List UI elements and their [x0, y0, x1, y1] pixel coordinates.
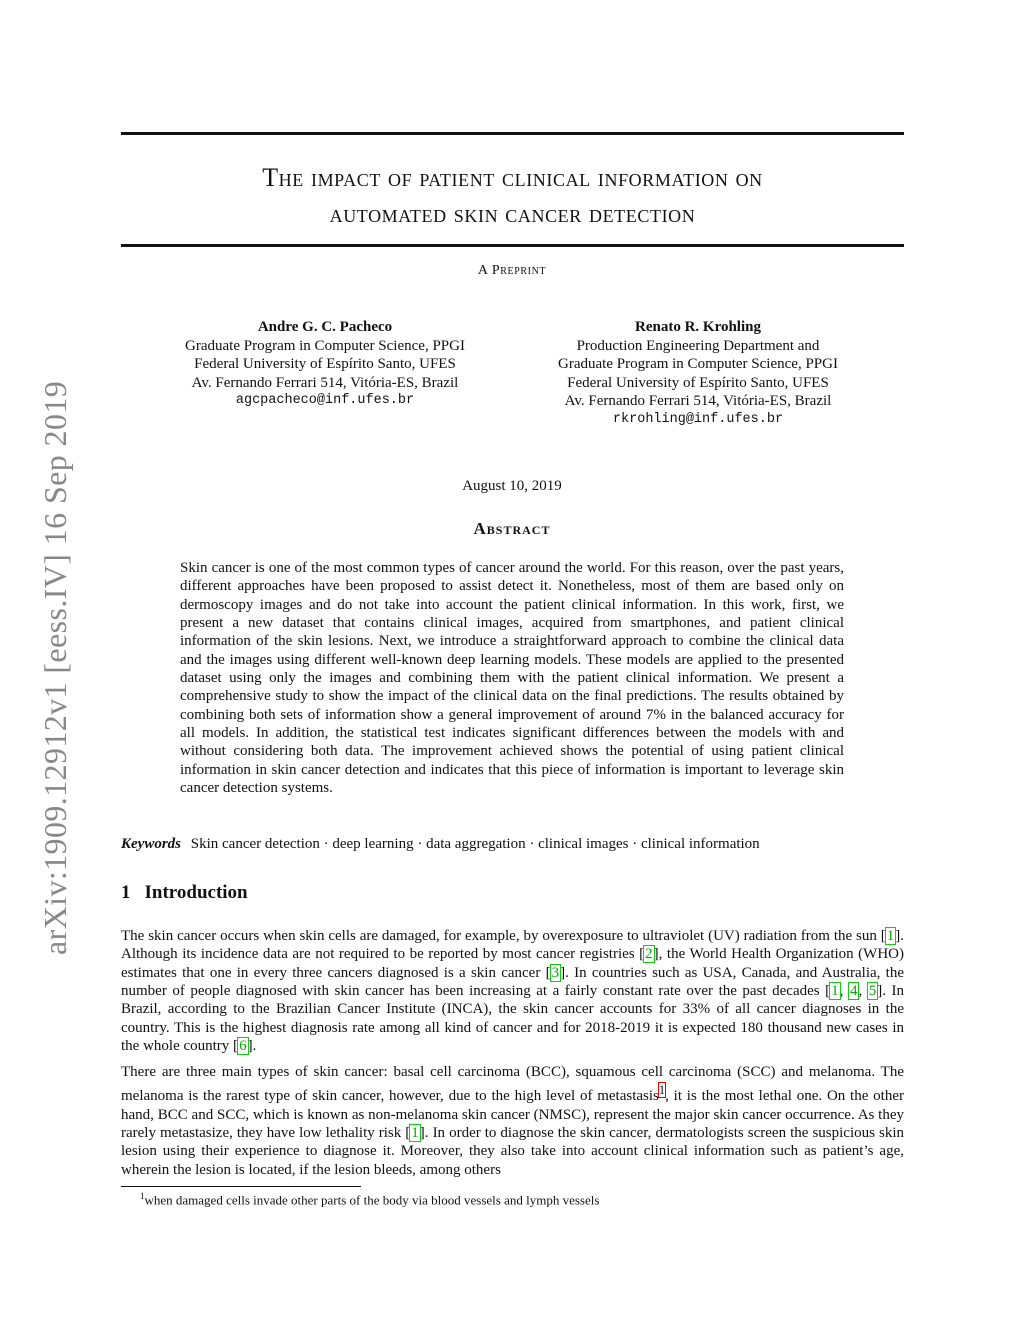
citation-link[interactable]: 1	[831, 983, 839, 1000]
citation-link[interactable]: 3	[551, 964, 560, 981]
keywords-list: Skin cancer detection · deep learning · data aggregation · clinical images · clinical information	[190, 836, 760, 852]
author-affiliation-line: Graduate Program in Computer Science, PPGI	[558, 356, 838, 372]
paper-title	[121, 160, 904, 232]
author-email[interactable]: agcpacheco@inf.ufes.br	[235, 393, 415, 408]
author-affiliation-line: Av. Fernando Ferrari 514, Vitória-ES, Brazil	[564, 393, 832, 409]
author-affiliation-line: Production Engineering Department and	[576, 337, 820, 354]
footnote-text: when damaged cells invade other parts of the body via blood vessels and lymph vessels	[144, 1192, 600, 1208]
text-run: ], the World Health Organization (WHO) estimates that one in every three cancers diagnosed is a skin cancer [	[121, 946, 904, 981]
text-run: , it is the most lethal one. On the other hand, BCC and SCC, which is known as non-melanoma skin cancer (NMSC), represent the major skin cancer occurrence. As they rarely metastasize, they have low lethality risk [	[121, 1088, 904, 1142]
section-number: 1	[121, 882, 131, 903]
text-run: ]. In countries such as USA, Canada, and Australia, the number of people diagnosed with skin cancer has been increasing at a fairly constant rate over the past decades [	[121, 964, 904, 1000]
paper-date: August 10, 2019	[462, 478, 562, 494]
text-run: ,	[858, 983, 868, 1000]
author-block-1	[140, 318, 510, 411]
arxiv-side-stamp: arXiv:1909.12912v1 [eess.IV] 16 Sep 2019	[37, 380, 73, 955]
citation-link[interactable]: 1	[886, 928, 895, 944]
citation-link[interactable]: 6	[239, 1038, 247, 1055]
title-bottom-rule	[121, 244, 904, 247]
text-run: ]. In Brazil, according to the Brazilian Cancer Institute (INCA), the skin cancer accounts for 33% of all cancer diagnoses in the country. This is the highest diagnosis rate among all kind of cancer and for 2018-2019 it is expected 180 thousand new cases in the whole country [	[121, 983, 905, 1055]
keywords-line	[121, 836, 904, 853]
footnote	[140, 1191, 599, 1208]
author-affiliation-line: Federal University of Espírito Santo, UFES	[567, 374, 829, 391]
citation-link[interactable]: 2	[645, 946, 653, 963]
abstract-text: Skin cancer is one of the most common types of cancer around the world. For this reason, over the past years, different approaches have been proposed to assist detect it. Nonetheless, most of them are based only on dermoscopy images and do not take into account the patient clinical information. In this work, first, we present a new dataset that contains clinical images, acquired from smartphones, and patient clinical information of the skin lesions. Next, we introduce a straightforward approach to combine the clinical data and the images using different well-known deep learning models. These models are applied to the presented dataset using only the images and combining them with the patient clinical information. We present a comprehensive study to show the impact of the clinical data on the final predictions. The results obtained by combining both sets of information show a general improvement of around 7% in the balanced accuracy for all models. In addition, the statistical test indicates significant differences between the models with and without considering both data. The improvement achieved shows the potential of using patient clinical information in skin cancer detection and indicates that this piece of information is important to leverage skin cancer detection systems.	[180, 560, 844, 797]
footnote-mark: 1	[140, 1191, 145, 1201]
intro-paragraph-2	[121, 1063, 904, 1179]
preprint-label: A Preprint	[477, 263, 547, 278]
text-run: ].	[247, 1038, 257, 1055]
section-heading	[121, 882, 248, 904]
section-title: Introduction	[144, 882, 248, 903]
footnote-rule	[121, 1186, 361, 1187]
author-name: Renato R. Krohling	[635, 319, 761, 335]
author-block-2	[512, 318, 884, 429]
author-email[interactable]: rkrohling@inf.ufes.br	[612, 411, 784, 427]
footnote-link[interactable]: 1	[658, 1083, 666, 1098]
author-affiliation-line: Av. Fernando Ferrari 514, Vitória-ES, Brazil	[191, 374, 459, 391]
citation-link[interactable]: 5	[868, 983, 877, 1000]
author-affiliation-line: Graduate Program in Computer Science, PPGI	[185, 337, 465, 354]
title-line-2: automated skin cancer detection	[329, 199, 696, 228]
citation-link[interactable]: 1	[411, 1125, 419, 1142]
text-run: The skin cancer occurs when skin cells are damaged, for example, by overexposure to ultraviolet (UV) radiation from the sun [	[121, 928, 886, 944]
intro-paragraph-1	[121, 927, 904, 1055]
title-line-1: The impact of patient clinical information on	[262, 163, 763, 192]
citation-link[interactable]: 4	[849, 983, 858, 1000]
author-name: Andre G. C. Pacheco	[257, 319, 393, 335]
author-affiliation-line: Federal University of Espírito Santo, UFES	[194, 356, 456, 372]
keywords-label: Keywords	[121, 836, 181, 852]
abstract-heading: Abstract	[473, 519, 551, 538]
text-run: ]. In order to diagnose the skin cancer, dermatologists screen the suspicious skin lesion using their experience to diagnose it. Moreover, they also take into account clinical information such as patient’s age, wherein the lesion is located, if the lesion bleeds, among others	[121, 1125, 904, 1178]
text-run: There are three main types of skin cancer: basal cell carcinoma (BCC), squamous cell carcinoma (SCC) and melanoma. The melanoma is the rarest type of skin cancer, however, due to the high level of metastasis	[121, 1064, 904, 1105]
text-run: ]. Although its incidence data are not required to be reported by most cancer registries [	[121, 928, 904, 963]
title-top-rule	[121, 132, 904, 135]
text-run: ,	[839, 983, 849, 1000]
